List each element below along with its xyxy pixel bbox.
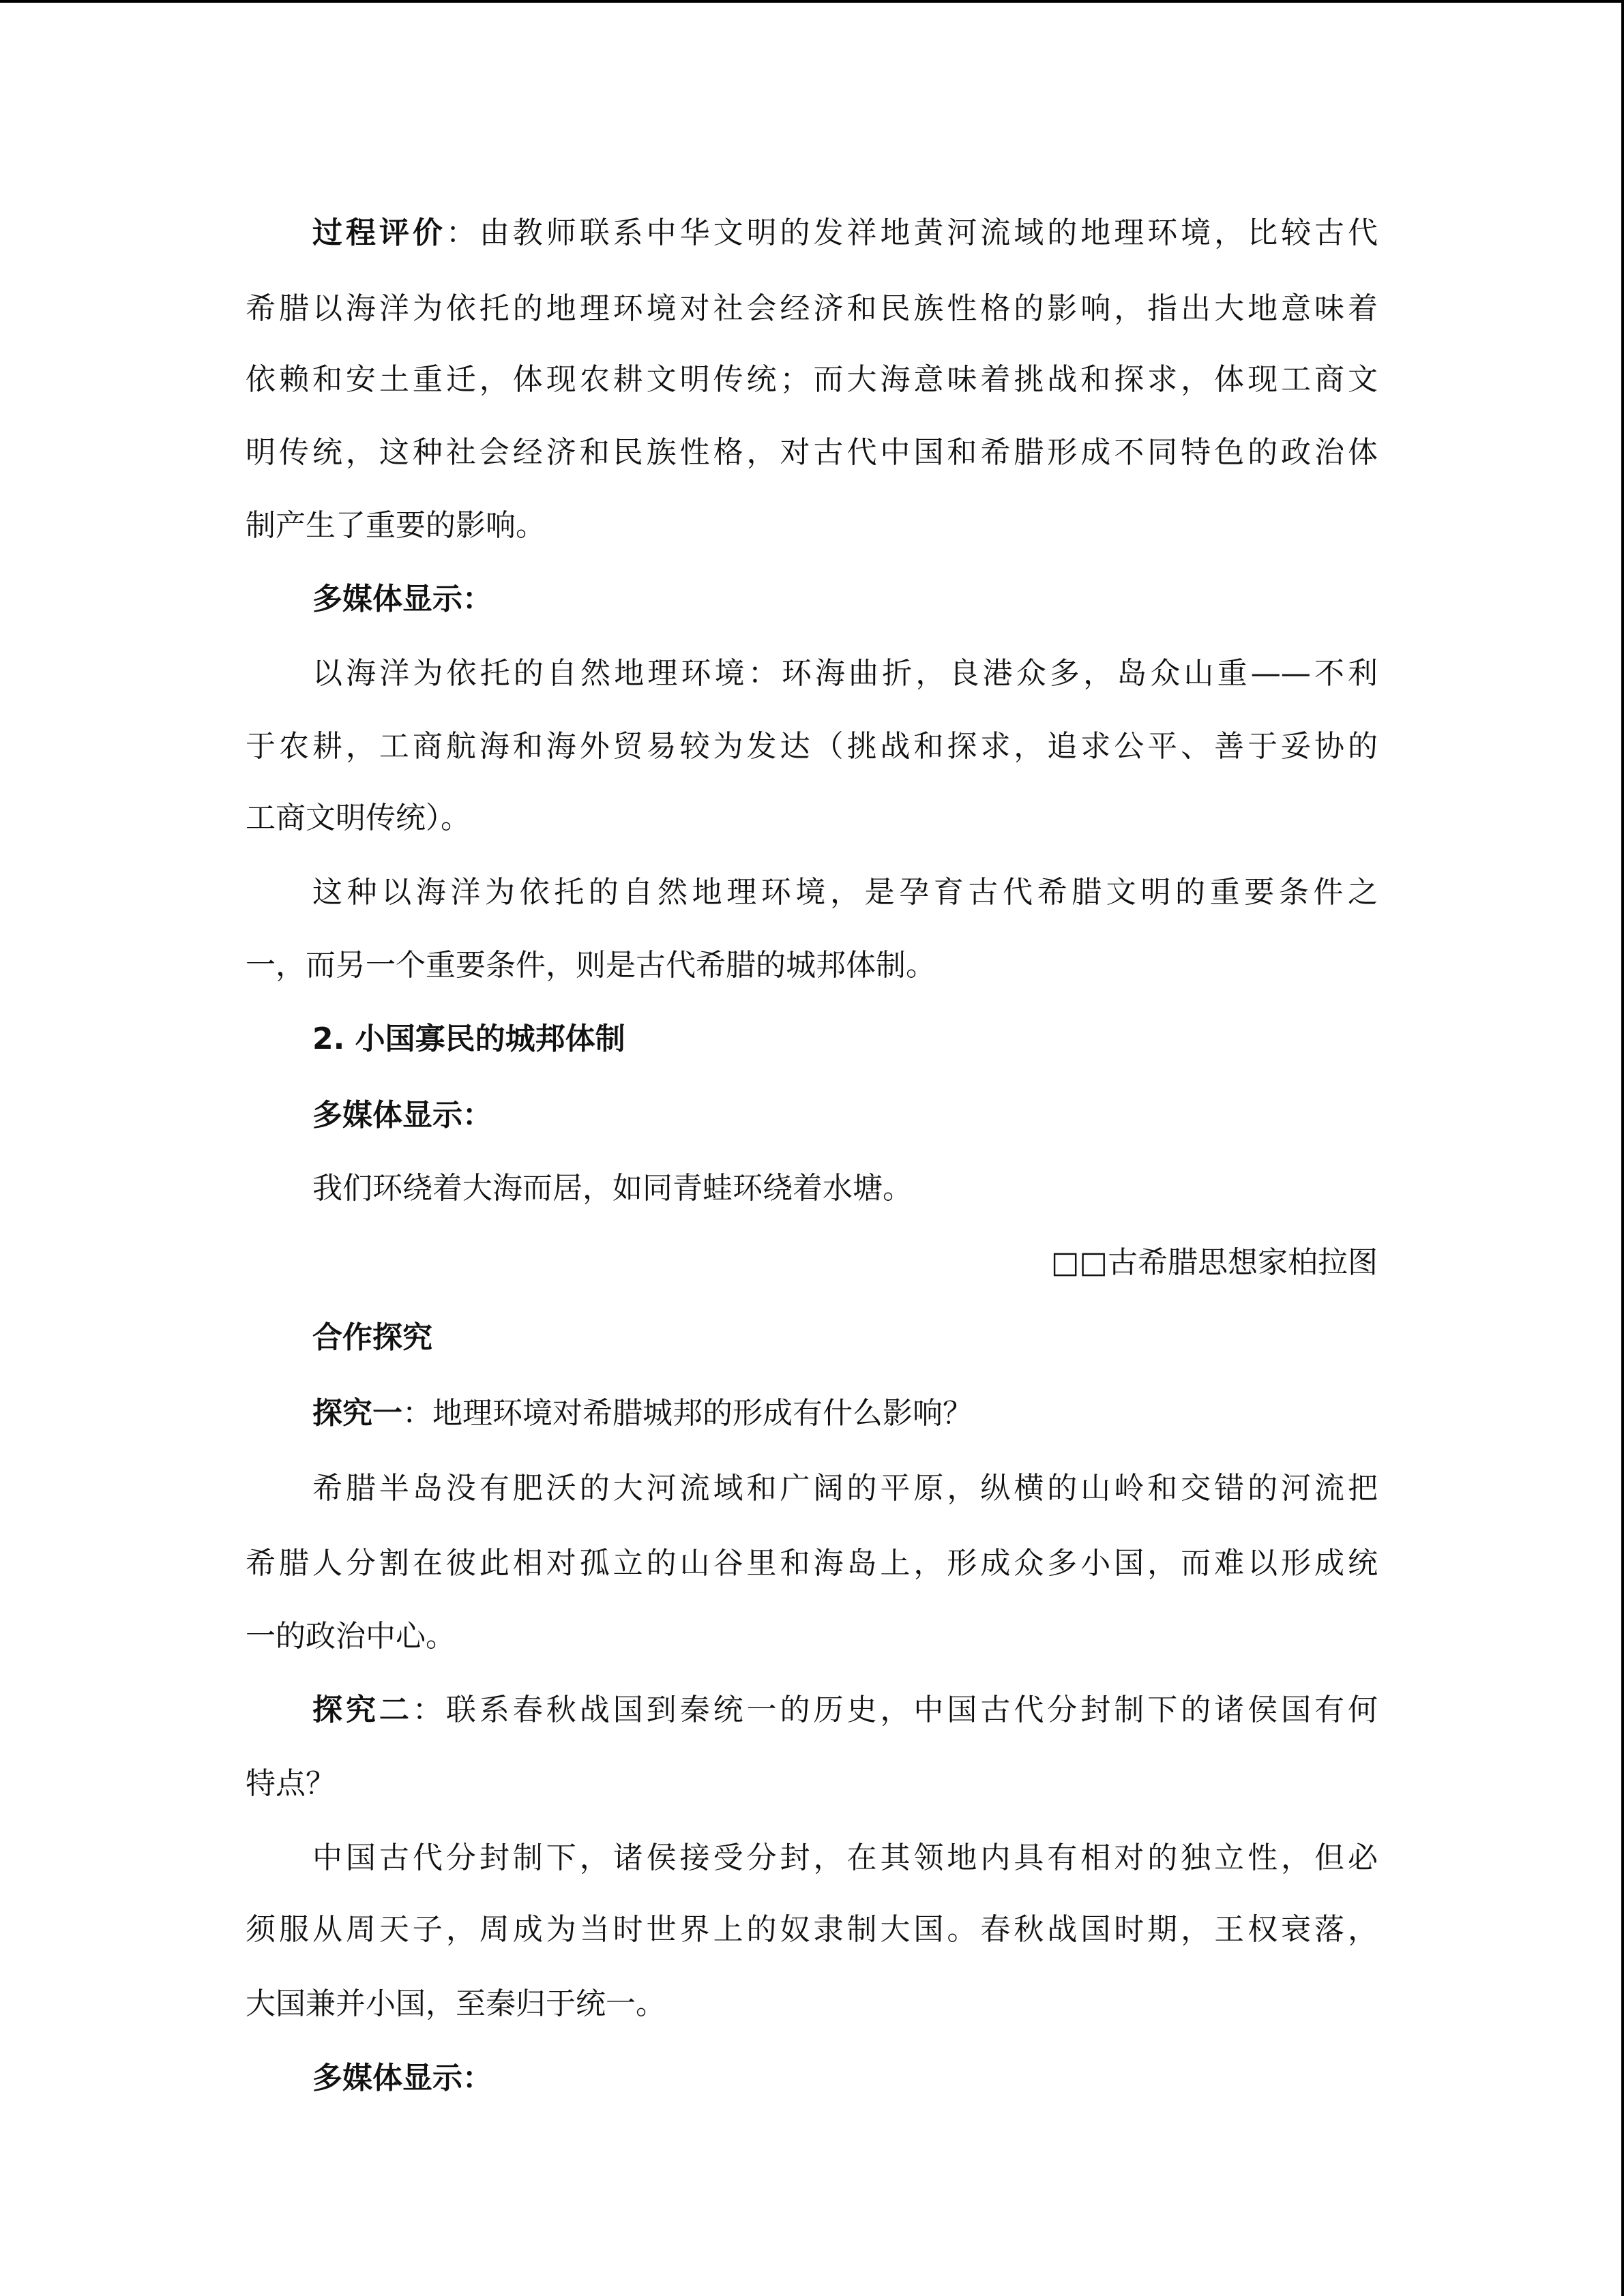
inquiry-2-text-1: ：联系春秋战国到秦统一的历史，中国古代分封制下的诸侯国有何 [412,1693,1378,1727]
multimedia-heading-2: 多媒体显示： [312,1098,492,1133]
multimedia-1-line-1: 以海洋为依托的自然地理环境：环海曲折，良港众多，岛众山重——不利 [312,656,1378,691]
inquiry-1-answer-line-3: 一的政治中心。 [246,1619,456,1654]
page-top-border [0,0,1624,3]
inquiry-2-answer-line-2: 须服从周天子，周成为当时世界上的奴隶制大国。春秋战国时期，王权衰落， [246,1912,1378,1947]
multimedia-1-line-3: 工商文明传统）。 [246,801,471,835]
inquiry-1-label: 探究一 [312,1396,402,1431]
multimedia-heading-3: 多媒体显示： [312,2061,492,2096]
process-evaluation-line-4: 明传统，这种社会经济和民族性格，对古代中国和希腊形成不同特色的政治体 [246,435,1378,470]
paragraph-2-line-1: 这种以海洋为依托的自然地理环境，是孕育古代希腊文明的重要条件之 [312,875,1378,910]
inquiry-1-answer-line-1: 希腊半岛没有肥沃的大河流域和广阔的平原，纵横的山岭和交错的河流把 [312,1471,1378,1506]
inquiry-2-answer-line-3: 大国兼并小国，至秦归于统一。 [246,1986,666,2021]
inquiry-2-question-line-1 [246,1690,1378,1731]
inquiry-1-answer-line-2: 希腊人分割在彼此相对孤立的山谷里和海岛上，形成众多小国，而难以形成统 [246,1546,1378,1581]
inquiry-2-question-line-2: 特点？ [246,1766,336,1801]
subsection-title: 2. 小国寡民的城邦体制 [312,1022,625,1056]
process-evaluation-line-3: 依赖和安土重迁，体现农耕文明传统；而大海意味着挑战和探求，体现工商文 [246,362,1378,397]
inquiry-1-question [246,1393,1378,1434]
multimedia-1-line-2: 于农耕，工商航海和海外贸易较为发达（挑战和探求，追求公平、善于妥协的 [246,729,1378,764]
quote-attribution: □□古希腊思想家柏拉图 [1050,1245,1378,1280]
page-right-border [1621,0,1624,2296]
multimedia-heading-1: 多媒体显示： [312,582,492,616]
process-evaluation-line-1 [246,213,1378,254]
plato-quote: 我们环绕着大海而居，如同青蛙环绕着水塘。 [312,1171,913,1206]
process-evaluation-line-2: 希腊以海洋为依托的地理环境对社会经济和民族性格的影响，指出大地意味着 [246,291,1378,326]
cooperative-inquiry-heading: 合作探究 [312,1320,432,1355]
paragraph-2-line-2: 一，而另一个重要条件，则是古代希腊的城邦体制。 [246,948,936,983]
process-evaluation-label: 过程评价 [312,215,446,250]
inquiry-2-answer-line-1: 中国古代分封制下，诸侯接受分封，在其领地内具有相对的独立性，但必 [312,1840,1378,1875]
inquiry-1-text: ：地理环境对希腊城邦的形成有什么影响？ [402,1396,973,1431]
inquiry-2-label: 探究二 [312,1693,413,1727]
process-evaluation-line-5: 制产生了重要的影响。 [246,508,546,543]
process-evaluation-text-1: ：由教师联系中华文明的发祥地黄河流域的地理环境，比较古代 [445,215,1378,250]
